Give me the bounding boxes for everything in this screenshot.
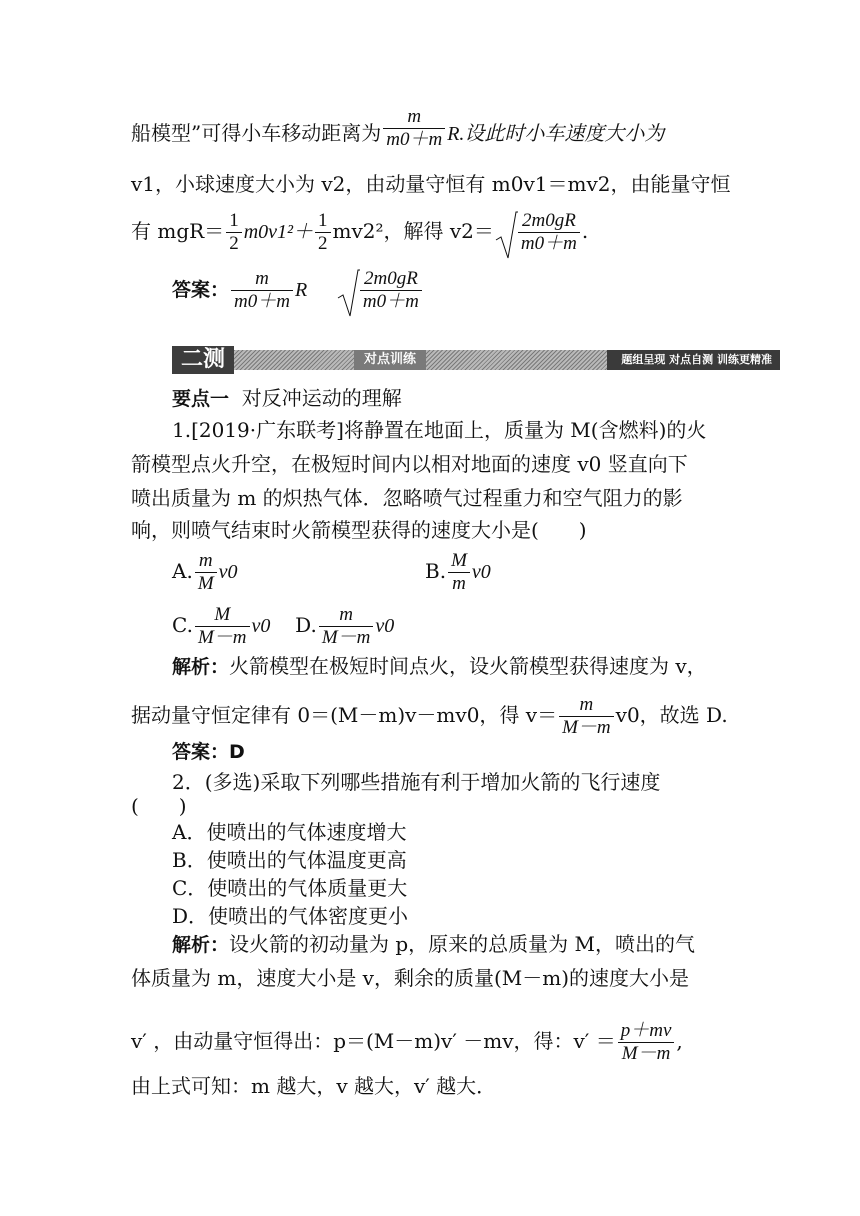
fraction-denominator: 2 <box>229 233 239 254</box>
option-row <box>172 604 732 649</box>
fraction-numerator: M <box>448 550 470 573</box>
fraction-numerator: 2m0gR <box>518 210 580 233</box>
text-span: v0 <box>471 561 491 583</box>
radical-sign-icon <box>336 268 360 318</box>
text-span: m0v1²＋ <box>243 221 314 243</box>
text-span: R <box>294 279 308 301</box>
solution-line <box>172 654 732 679</box>
fraction <box>195 604 250 649</box>
fraction-denominator: m <box>452 573 466 594</box>
fraction-numerator: 1 <box>226 210 242 233</box>
question-text: 响，则喷气结束时火箭模型获得的速度大小是( ) <box>131 518 587 542</box>
text-span: R.设此时小车速度大小为 <box>447 123 665 145</box>
solution-label: 解析： <box>172 934 230 956</box>
fraction-numerator: 1 <box>315 210 331 233</box>
fraction-denominator: m0＋m <box>386 129 443 150</box>
option-c: C．使喷出的气体质量更大 <box>172 876 408 900</box>
text-line: v1，小球速度大小为 v2，由动量守恒有 m0v1＝mv2，由能量守恒 <box>131 172 731 196</box>
solution-line <box>131 1020 731 1065</box>
fraction-numerator: m <box>195 550 217 573</box>
option-c <box>172 604 271 648</box>
fraction-denominator: M－m <box>321 627 371 648</box>
banner-tagline: 题组呈现 对点自测 训练更精准 <box>607 350 780 370</box>
banner-title: 对点训练 <box>354 350 426 370</box>
solution-line: 由上式可知：m 越大，v 越大，v′ 越大． <box>131 1074 497 1098</box>
text-span: 有 mgR＝ <box>131 219 225 243</box>
fraction <box>618 1020 675 1065</box>
section-label: 要点一 <box>172 388 230 410</box>
fraction <box>319 604 374 649</box>
solution-line: 体质量为 m，速度大小是 v，剩余的质量(M－m)的速度大小是 <box>131 966 690 990</box>
fraction-denominator: M－m <box>562 717 611 738</box>
text-line <box>131 210 731 255</box>
option-letter: D. <box>295 613 317 637</box>
text-span: v0 <box>251 615 271 637</box>
text-span: mv2²，解得 v2＝ <box>332 219 494 243</box>
fraction <box>448 550 470 595</box>
text-span: 船模型”可得小车移动距离为 <box>131 121 382 145</box>
fraction-numerator: M <box>195 604 250 627</box>
question-text: 2．(多选)采取下列哪些措施有利于增加火箭的飞行速度 <box>172 770 661 794</box>
option-row <box>172 550 732 595</box>
solution-line <box>172 932 732 957</box>
fraction-denominator: m0＋m <box>362 291 419 312</box>
fraction <box>559 694 614 739</box>
option-a <box>172 550 238 594</box>
question-text: 箭模型点火升空，在极短时间内以相对地面的速度 v0 竖直向下 <box>131 452 688 476</box>
banner-label: 二测 <box>172 346 234 374</box>
banner-stripe <box>234 350 780 370</box>
fraction-denominator: M <box>197 573 214 594</box>
fraction-numerator: m <box>383 106 445 129</box>
text-span: 设火箭的初动量为 p，原来的总质量为 M，喷出的气 <box>229 932 696 956</box>
text-span: v0 <box>218 561 238 583</box>
section-banner <box>172 346 780 374</box>
fraction-numerator: m <box>319 604 374 627</box>
fraction-denominator: 2 <box>318 233 328 254</box>
fraction-denominator: M－m <box>197 627 247 648</box>
text-span: . <box>581 219 589 243</box>
solution-label: 解析： <box>172 656 230 678</box>
question-text: 喷出质量为 m 的炽热气体．忽略喷气过程重力和空气阻力的影 <box>131 486 683 510</box>
radical-sign-icon <box>494 210 518 260</box>
fraction-denominator: m0＋m <box>520 233 577 254</box>
square-root <box>494 210 582 255</box>
fraction <box>360 268 422 313</box>
question-text: ( ) <box>131 794 187 818</box>
fraction-numerator: m <box>559 694 614 717</box>
fraction-numerator: 2m0gR <box>360 268 422 291</box>
text-span: v0 <box>375 615 395 637</box>
option-d: D．使喷出的气体密度更小 <box>172 904 409 928</box>
text-span: v′ ，由动量守恒得出：p＝(M－m)v′ －mv，得：v′ ＝ <box>131 1029 616 1053</box>
fraction <box>518 210 580 255</box>
text-span: 据动量守恒定律有 0＝(M－m)v－mv0，得 v＝ <box>131 703 558 727</box>
option-letter: A. <box>172 559 193 583</box>
text-line <box>131 106 731 151</box>
section-heading <box>172 386 732 411</box>
fraction-numerator: m <box>231 268 293 291</box>
option-a: A．使喷出的气体速度增大 <box>172 820 407 844</box>
answer-line: 答案：D <box>172 741 245 763</box>
fraction <box>195 550 217 595</box>
text-span: v0，故选 D. <box>615 703 728 727</box>
option-letter: B. <box>425 559 447 583</box>
fraction-half <box>315 210 331 255</box>
square-root <box>336 268 424 313</box>
option-b: B．使喷出的气体温度更高 <box>172 848 407 872</box>
section-title: 对反冲运动的理解 <box>241 386 402 410</box>
option-letter: C. <box>172 613 193 637</box>
text-span: 火箭模型在极短时间点火，设火箭模型获得速度为 v， <box>229 654 707 678</box>
answer-label: 答案： <box>172 279 230 301</box>
option-d <box>295 604 395 648</box>
fraction <box>383 106 445 151</box>
solution-line <box>131 694 731 739</box>
fraction-numerator: p＋mv <box>618 1020 675 1043</box>
fraction <box>231 268 293 313</box>
answer-line <box>172 268 732 313</box>
option-b <box>425 550 491 595</box>
fraction-denominator: m0＋m <box>234 291 290 312</box>
text-span: , <box>676 1029 683 1053</box>
fraction-half <box>226 210 242 255</box>
fraction-denominator: M－m <box>621 1043 671 1064</box>
question-text: 1.[2019·广东联考]将静置在地面上，质量为 M(含燃料)的火 <box>172 418 707 442</box>
